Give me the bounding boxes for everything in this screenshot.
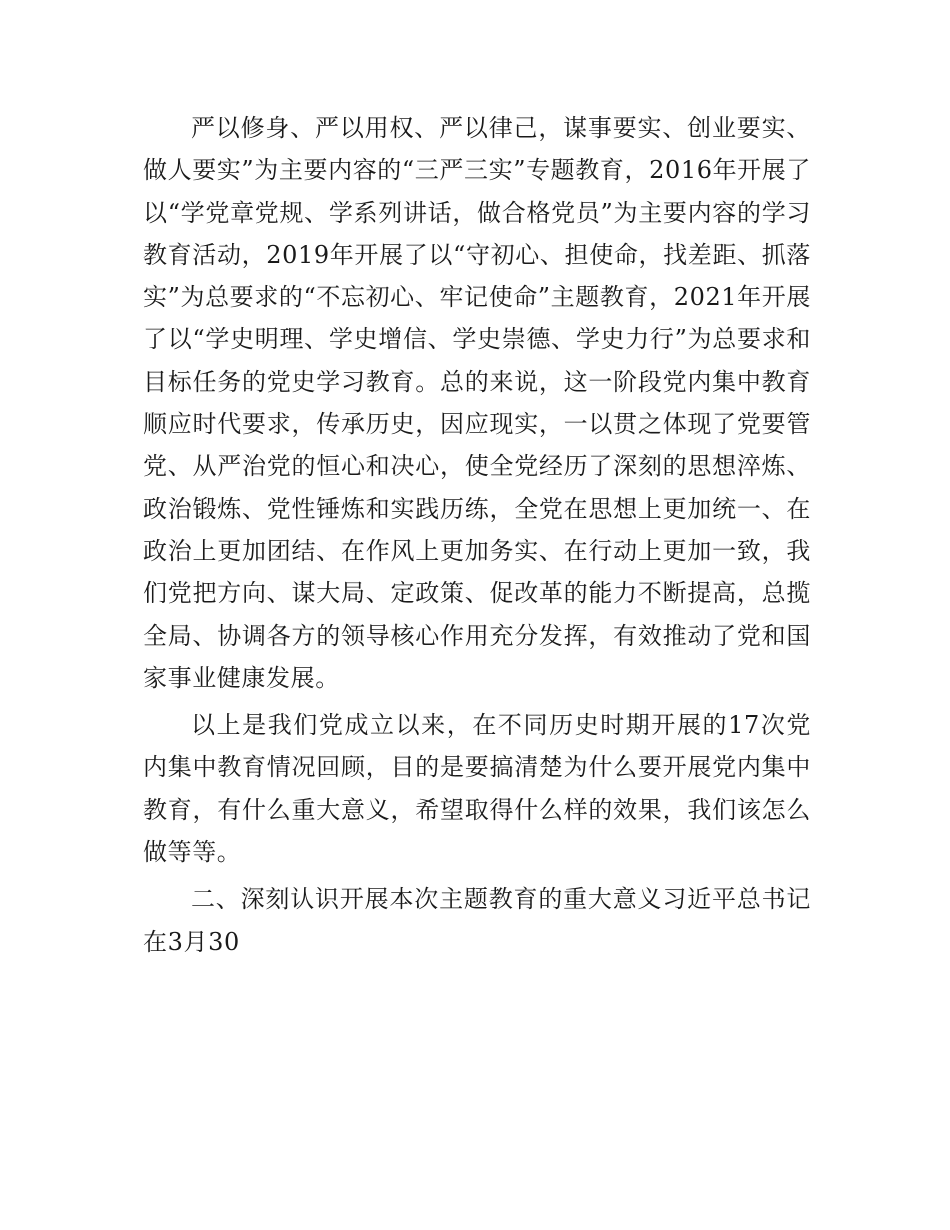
paragraph-summary: 以上是我们党成立以来，在不同历史时期开展的17次党内集中教育情况回顾，目的是要搞清楚为什么要开展党内集中教育，有什么重大意义，希望取得什么样的效果，我们该怎么做等等。: [143, 711, 811, 867]
paragraph-continuation: 严以修身、严以用权、严以律己，谋事要实、创业要实、做人要实”为主要内容的“三严三实”专题教育，2016年开展了以“学党章党规、学系列讲话，做合格党员”为主要内容的学习教育活动，2019年开展了以“守初心、担使命，找差距、抓落实”为总要求的“不忘初心、牢记使命”主题教育，2021年开展了以“学史明理、学史增信、学史崇德、学史力行”为总要求和目标任务的党史学习教育。总的来说，这一阶段党内集中教育顺应时代要求，传承历史，因应现实，一以贯之体现了党要管党、从严治党的恒心和决心，使全党经历了深刻的思想淬炼、政治锻炼、党性锤炼和实践历练，全党在思想上更加统一、在政治上更加团结、在作风上更加务实、在行动上更加一致，我们党把方向、谋大局、定政策、促改革的能力不断提高，总揽全局、协调各方的领导核心作用充分发挥，有效推动了党和国家事业健康发展。: [143, 114, 811, 692]
section-heading-paragraph: 二、深刻认识开展本次主题教育的重大意义习近平总书记在3月30: [143, 885, 811, 956]
document-body: [143, 107, 811, 968]
